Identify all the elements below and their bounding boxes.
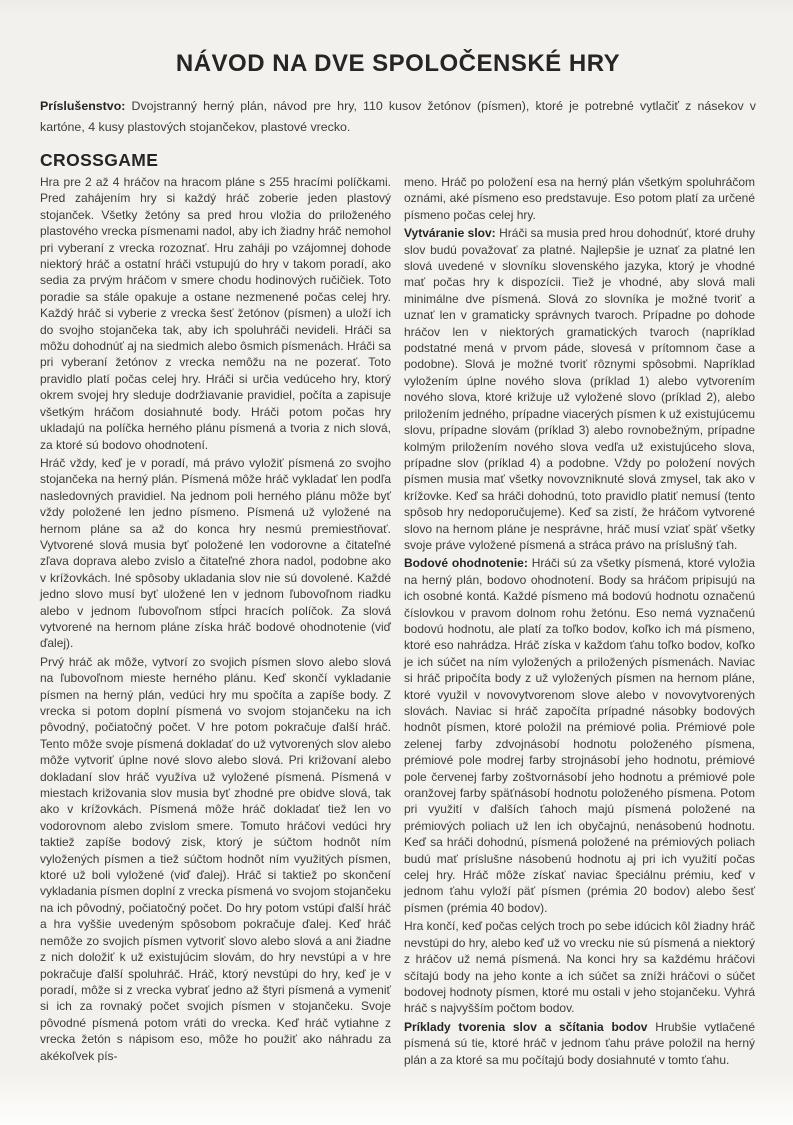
paragraph-text: Hrubšie vytlačené písmená sú tie, ktoré hráč v jednom ťahu práve položil na herný plán a za ktoré sa mu počítajú body dosiahnuté v tomto ťahu. (404, 1019, 755, 1067)
two-column-text-block (40, 174, 756, 1070)
paragraph-text: Hra končí, keď počas celých troch po sebe idúcich kôl žiadny hráč nevstúpi do hry, alebo keď už vo vrecku nie sú písmená a niektorý z hráčov už nemá písmená. Na konci hry sa každému hráčovi sčítajú body na jeho konte a ich súčet sa zníži hráčovi o súčet bodovej hodnoty písmen, ktoré mu ostali v jeho stojančeku. Vyhrá hráč s najvyšším počtom bodov. (404, 919, 755, 1016)
paragraph-text: Hráči sa musia pred hrou dohodnúť, ktoré druhy slov budú považovať za platné. Najlepšie je uznať za platné len slová uvedené v slovníku slovenského jazyka, ktorý je vhodné mať počas hry k dispozícii. Tiež je vhodné, aby slová mali minimálne dve písmená. Slová zo slovníka je možné tvoriť a uznať len v gramaticky správnych tvaroch. Prípadne po dohode hráčov len v niektorých gramatických tvaroch (napríklad podstatné mená v prvom páde, slovesá v prítomnom čase a podobne). Slová je možné tvoriť rôznymi spôsobmi. Napríklad vyložením úplne nového slova (príklad 1) alebo vytvorením nového slova, ktoré križuje už vyložené slovo (príklad 2), alebo priložením jedného, prípadne viacerých písmen k už existujúcemu slovu, prípadne slovám (príklad 3) alebo rovnobežným, prípadne kolmým priložením nového slova vedľa už existujúceho slova, prípadne slov (príklad 4) a podobne. Vždy po položení nových písmen musia mať všetky novovzniknuté slová zmysel, tak ako v krížovke. Keď sa hráči dohodnú, toto pravidlo platiť nemusí (tento spôsob hry nedoporučujeme). Keď sa zistí, že hráčom vytvorené slovo na hernom pláne je nesprávne, hráč musí vziať späť všetky svoje práve vyložené písmená a stráca právo na príslušný ťah. (404, 226, 755, 552)
paragraph-text: Hra pre 2 až 4 hráčov na hracom pláne s 255 hracími políčkami. Pred zahájením hry si každý hráč zoberie jeden plastový stojanček. Všetky žetóny sa pred hrou vložia do priloženého plastového vrecka písmenami nadol, aby ich žiadny hráč nemohol pri vyberaní z vrecka rozoznať. Hru zaháji po vzájomnej dohode niektorý hráč a ostatní hráči vstupujú do hry v takom poradí, ako sedia za prvým hráčom v smere chodu hodinových ručičiek. Toto poradie sa stále opakuje a ostane nezmenené počas celej hry. Každý hráč si vyberie z vrecka šesť žetónov (písmen) a uloží ich do svojho stojančeka tak, aby ich spoluhráči nevideli. Hráči sa môžu dohodnúť aj na siedmich alebo ôsmich písmenách. Hráči sa pri vyberaní žetónov z vrecka nemôžu na ne pozerať. Toto pravidlo platí počas celej hry. Hráči si určia vedúceho hry, ktorý okrem svojej hry sleduje dodržiavanie pravidiel, počíta a zapisuje všetkým hráčom dosiahnuté body. Hráči potom počas hry ukladajú na políčka herného plánu písmená a tvoria z nich slová, za ktoré sú bodovo ohodnotení. (40, 175, 391, 452)
paragraph-game-setup (40, 174, 391, 453)
paragraph-turn-order (40, 654, 391, 1064)
paragraph-examples (404, 1019, 755, 1068)
accessories-lead: Príslušenstvo: (40, 99, 126, 113)
right-column (404, 174, 755, 1070)
paragraph-text: meno. Hráč po položení esa na herný plán všetkým spoluhráčom oznámi, aké písmeno eso predstavuje. Eso potom platí za určené písmeno počas celej hry. (404, 175, 755, 222)
paragraph-text: Hráči sú za všetky písmená, ktoré vyložia na herný plán, bodovo ohodnotení. Body sa hráčom pripisujú na ich osobné kontá. Každé písmeno má bodovú hodnotu označenú číslovkou v pravom dolnom rohu žetónu. Eso nemá vyznačenú bodovú hodnotu, ale platí za toľko bodov, koľko ich má písmeno, ktoré eso nahrádza. Hráč získa v každom ťahu toľko bodov, koľko je ich súčet na ním vyložených a priložených písmenách. Naviac si hráč pripočíta body z už vyložených písmen na hernom pláne, ktoré využil v novovytvorenom slove alebo v novovytvorených slovách. Naviac si hráč započíta prípadné násobky bodových hodnôt písmen, ktoré položil na prémiové polia. Prémiové pole zelenej farby zdvojnásobí hodnotu položeného písmena, prémiové pole modrej farby strojnásobí jeho hodnotu, prémiové pole červenej farby zoštvornásobí jeho hodnotu a prémiové pole oranžovej farby späťnásobí hodnotu položeného písmena. Potom pri využití v ďalších ťahoch majú písmená položené na prémiových poliach už len ich obyčajnú, nenásobenú hodnotu. Keď sa hráči dohodnú, písmená položené na prémiových poliach budú mať príslušne násobenú hodnotu aj pri ich využití počas celej hry. Hráč môže získať naviac špeciálnu prémiu, keď v jednom ťahu vyloží päť písmen (prémia 20 bodov) alebo šesť písmen (prémia 40 bodov). (404, 556, 755, 915)
paragraph-text: Prvý hráč ak môže, vytvorí zo svojich písmen slovo alebo slová na ľubovoľnom mieste herného plánu. Keď skončí vykladanie písmen na herný plán, vedúci hry mu spočíta a zapíše body. Z vrecka si potom doplní písmená vo svojom stojančeku na ich pôvodný, počiatočný počet. V hre potom pokračuje ďalší hráč. Tento môže svoje písmená dokladať do už vytvorených slov alebo môže vytvoriť úplne nové slovo alebo slová. Pri križovaní alebo dokladaní slov hráč využíva už vyložené písmená. Písmená v miestach križovania slov musia byť zhodné pre obidve slová, tak ako v krížovkách. Písmená môže hráč dokladať tiež len vo vodorovnom alebo zvislom smere. Tomuto hráčovi vedúci hry taktiež zapíše bodový zisk, ktorý je súčtom hodnôt ním vyložených písmen a tiež súčtom hodnôt ním využitých písmen, ktoré už boli vyložené (viď ďalej). Hráč si taktiež po skončení vykladania písmen doplní z vrecka písmená vo svojom stojančeku na ich pôvodný, počiatočný počet. Do hry potom vstúpi ďalší hráč a hra vyššie uvedeným spôsobom pokračuje ďalej. Keď hráč nemôže zo svojich písmen vytvoriť slovo alebo slová a ani žiadne z nich doložiť k už existujúcim slovám, do hry nevstúpi a v hre pokračuje ďalší spoluhráč. Hráč, ktorý nevstúpi do hry, keď je v poradí, môže si z vrecka vybrať jedno až štyri písmená a vymeniť si ich za rovnaký počet svojich písmen v stojančeku. Svoje pôvodné písmená potom vráti do vrecka. Keď hráč vytiahne z vrecka žetón s nápisom eso, môže ho použiť ako náhradu za akékoľvek pís- (40, 654, 391, 1063)
paragraph-lead: Vytváranie slov: (404, 226, 496, 241)
paragraph-eso-continuation (404, 174, 755, 223)
paragraph-placement-rules (40, 455, 391, 652)
paragraph-game-end (404, 918, 755, 1016)
paragraph-lead: Príklady tvorenia slov a sčítania bodov (404, 1019, 648, 1034)
accessories-text: Dvojstranný herný plán, návod pre hry, 110 kusov žetónov (písmen), ktoré je potrebné vytlačiť z násekov v kartóne, 4 kusy plastových stojančekov, plastové vrecko. (40, 99, 756, 134)
accessories-paragraph (40, 96, 756, 138)
paragraph-word-creation (404, 225, 755, 553)
paragraph-scoring (404, 555, 755, 916)
paragraph-lead: Bodové ohodnotenie: (404, 556, 528, 571)
left-column (40, 174, 391, 1070)
paragraph-text: Hráč vždy, keď je v poradí, má právo vyložiť písmená zo svojho stojančeka na herný plán. Písmená môže hráč vykladať len podľa nasledovných pravidiel. Na jednom poli herného plánu môže byť vždy položené len jedno písmeno. Písmená už vyložené na hernom pláne sa až do konca hry nesmú premiestňovať. Vytvorené slová musia byť položené len vodorovne a čitateľné zľava doprava alebo zvislo a čitateľné zhora nadol, podobne ako v krížovkách. Iné spôsoby ukladania slov nie sú dovolené. Každé jedno slovo musí byť uložené len v jednom ľubovoľnom riadku alebo v jednom ľubovoľnom stĺpci hracích políčok. Za slová vytvorené na hernom pláne získa hráč bodové ohodnotenie (viď ďalej). (40, 455, 391, 651)
page-title: NÁVOD NA DVE SPOLOČENSKÉ HRY (175, 50, 621, 77)
section-heading-crossgame: CROSSGAME (40, 150, 159, 170)
